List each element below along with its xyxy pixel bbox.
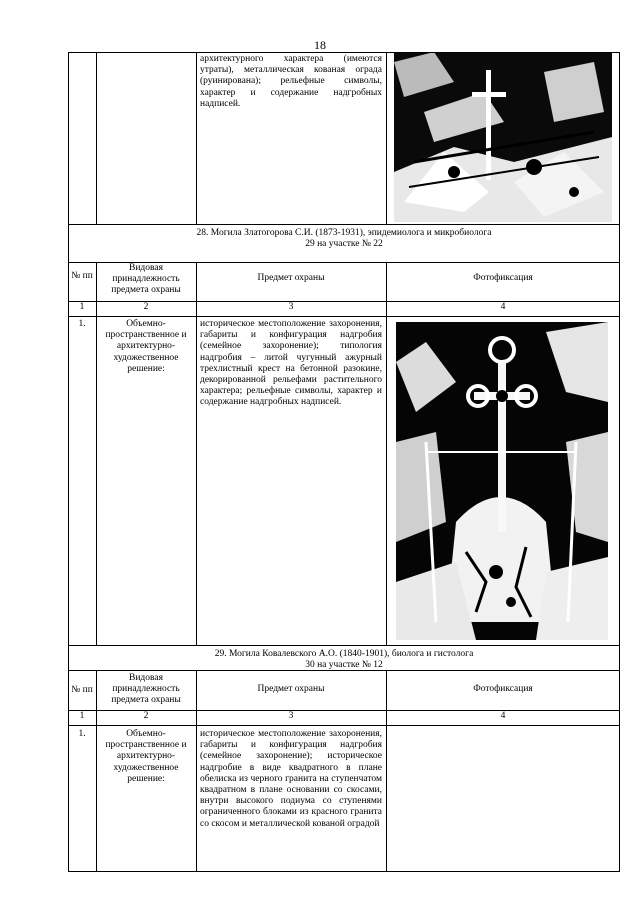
section-29-header-photo: Фотофиксация [473, 684, 533, 694]
continuation-subject-text: архитектурного характера (имеются утраты), металлическая кованая ограда (руинирована); рельефные символы, характер и содержание надгробных надписей. [200, 54, 382, 109]
section-28-row-kind: Объемно-пространственное и архитектурно-художественное решение: [105, 319, 187, 374]
col-divider-1-s28 [96, 262, 97, 645]
section-29-row-num: 1. [78, 729, 86, 739]
section-28-header-subject: Предмет охраны [257, 273, 325, 283]
section-28-colnum-3: 3 [288, 302, 294, 312]
section-28-header-photo: Фотофиксация [473, 273, 533, 283]
photo-previous-grave [394, 52, 612, 222]
section-28-title-line1: 28. Могила Златогорова С.И. (1873-1931), эпидемиолога и микробиолога [196, 228, 492, 238]
section-29-header-kind: Видовая принадлежность предмета охраны [111, 673, 181, 706]
section-29-colnum-2: 2 [143, 711, 149, 721]
section-28-title-line2: 29 на участке № 22 [305, 239, 383, 250]
section-29-header-subject: Предмет охраны [257, 684, 325, 694]
rule-section-29-header-top [68, 670, 620, 671]
table-left-border [68, 52, 69, 872]
section-28-row-num: 1. [78, 319, 86, 329]
section-29-header-num: № пп [71, 685, 93, 695]
section-28-row-subject: историческое местоположение захоронения, габариты и конфигурация надгробия (семейное захоронение); типология надгробия – литой чугунный ажурный трехлистный крест на бетонной разокине, декорированной рельефами растительного характера; рельефные символы, характер и содержание надгробных надписей. [200, 319, 382, 408]
section-29-title-line1: 29. Могила Ковалевского А.О. (1840-1901), биолога и гистолога [214, 649, 474, 659]
section-29-row-subject: историческое местоположение захоронения, габариты и конфигурация надгробия (семейное захоронение); историческое надгробие в виде квадратного в плане обелиска из черного гранита на ступенчатом квадратном в плане основании со скосами, внутри высокого подиума со ступенями ограниченного блоками из красного гранита со скосом и металлической кованой оградой [200, 729, 382, 829]
col-divider-3-top [386, 52, 387, 224]
section-28-title [68, 226, 620, 262]
section-29-colnum-1: 1 [79, 711, 85, 721]
rule-section-28-header-bottom [68, 301, 620, 302]
section-28-colnum-4: 4 [500, 302, 506, 312]
col-divider-3-s29 [386, 670, 387, 872]
table-right-border [619, 52, 620, 872]
section-29-colnum-3: 3 [288, 711, 294, 721]
section-28-header-num: № пп [71, 271, 93, 281]
section-28-colnum-2: 2 [143, 302, 149, 312]
section-28-header-kind: Видовая принадлежность предмета охраны [111, 263, 181, 296]
section-29-title-line2: 30 на участке № 12 [305, 660, 383, 671]
rule-section-28-header-top [68, 262, 620, 263]
col-divider-1-s29 [96, 670, 97, 872]
table-top-border [68, 52, 620, 53]
col-divider-1-top [96, 52, 97, 224]
rule-section-29-colnums-bottom [68, 725, 620, 726]
rule-section-29-top [68, 645, 620, 646]
rule-section-28-colnums-bottom [68, 316, 620, 317]
protection-table [68, 52, 620, 872]
col-divider-2-top [196, 52, 197, 224]
rule-section-28-top [68, 224, 620, 225]
section-29-colnum-4: 4 [500, 711, 506, 721]
col-divider-3-s28 [386, 262, 387, 645]
section-28-colnum-1: 1 [79, 302, 85, 312]
col-divider-2-s29 [196, 670, 197, 872]
photo-zlatogorov-grave [396, 322, 608, 640]
rule-section-29-header-bottom [68, 710, 620, 711]
table-bottom-border [68, 871, 620, 872]
page-number: 18 [314, 38, 326, 52]
col-divider-2-s28 [196, 262, 197, 645]
section-29-row-kind: Объемно-пространственное и архитектурно-художественное решение: [105, 729, 187, 784]
